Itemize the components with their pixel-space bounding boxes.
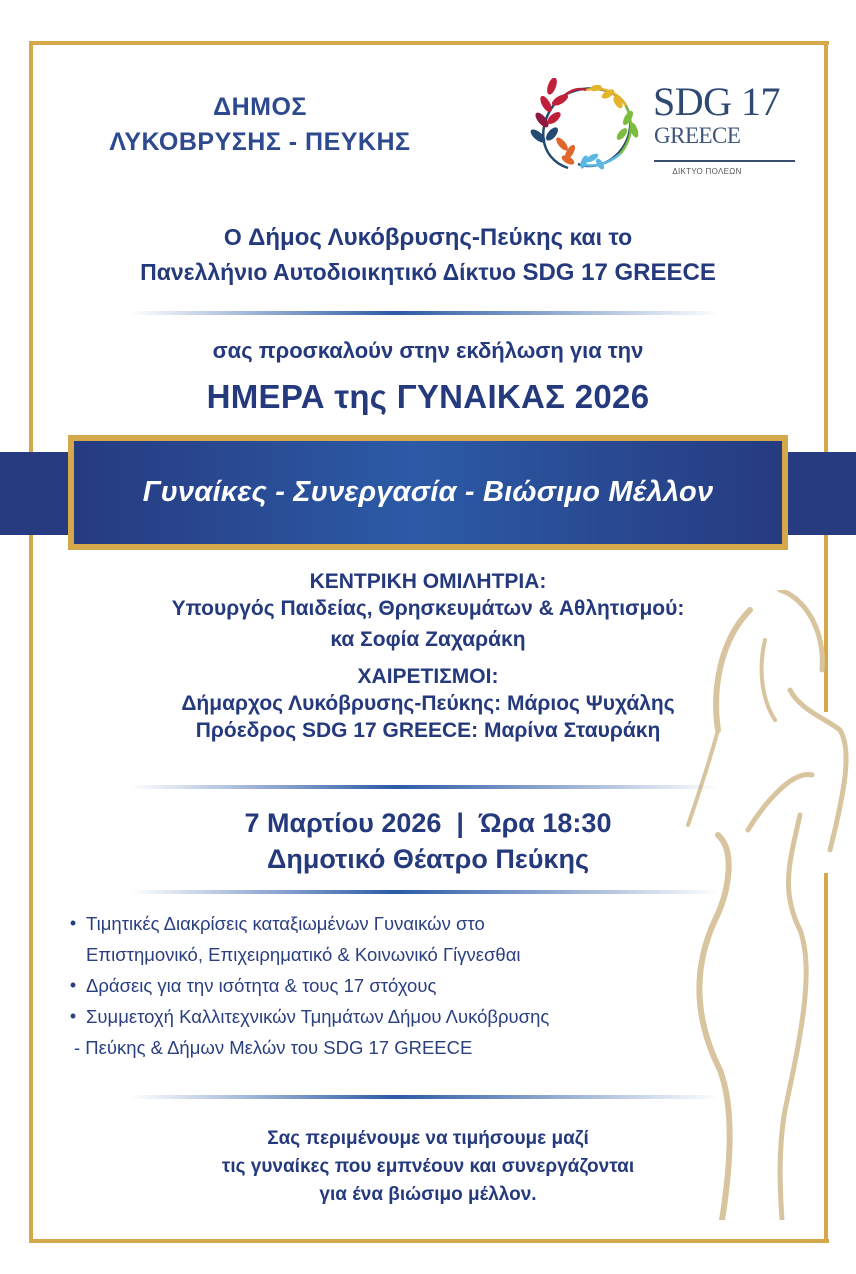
closing-line-3: για ένα βιώσιμο μέλλον. — [319, 1184, 537, 1205]
bullet-icon: • — [69, 975, 77, 995]
event-venue: Δημοτικό Θέατρο Πεύκης — [266, 844, 589, 874]
event-date-time: 7 Μαρτίου 2026 | Ώρα 18:30 — [244, 808, 612, 838]
divider-3 — [130, 890, 720, 894]
frame-bottom-border — [29, 1239, 829, 1243]
program-item-3-line-2: - Πεύκης & Δήμων Μελών του SDG 17 GREECE — [74, 1037, 473, 1058]
logo-title: SDG 17 — [653, 79, 781, 124]
slogan-banner — [68, 435, 788, 550]
program-item-3-line-1: Συμμετοχή Καλλιτεχνικών Τμημάτων Δήμου Λυκόβρυσης — [86, 1006, 550, 1027]
intro-line-1 — [0, 220, 856, 255]
event-title: ΗΜΕΡΑ της ΓΥΝΑΙΚΑΣ 2026 — [206, 378, 650, 415]
intro-text — [0, 220, 856, 290]
municipality-name — [60, 90, 460, 160]
logo-subtitle: GREECE — [654, 123, 741, 148]
speakers-section — [0, 568, 856, 744]
olive-wreath-icon — [528, 78, 643, 178]
closing-line-1: Σας περιμένουμε να τιμήσουμε μαζί — [267, 1128, 589, 1149]
greeting-mayor: Δήμαρχος Λυκόβρυσης-Πεύκης: Μάριος Ψυχάλης — [181, 692, 675, 715]
event-details — [0, 805, 856, 877]
greetings-heading: ΧΑΙΡΕΤΙΣΜΟΙ: — [357, 665, 499, 688]
program-list — [60, 908, 700, 1063]
bullet-icon: • — [69, 913, 77, 933]
intro-line1-strong: Δήμος Λυκόβρυσης-Πεύκης — [248, 224, 564, 251]
slogan-text: Γυναίκες - Συνεργασία - Βιώσιμο Μέλλον — [142, 476, 714, 508]
intro-line1-prefix: Ο — [223, 224, 249, 250]
divider-4 — [130, 1095, 720, 1099]
keynote-heading: ΚΕΝΤΡΙΚΗ ΟΜΙΛΗΤΡΙΑ: — [309, 570, 547, 593]
divider-2 — [130, 785, 720, 789]
program-item-2-line-1: Δράσεις για την ισότητα & τους 17 στόχους — [86, 975, 437, 996]
program-item-1-line-1: Τιμητικές Διακρίσεις καταξιωμένων Γυναικών στο — [86, 913, 485, 934]
closing-message — [0, 1125, 856, 1209]
closing-line-2: τις γυναίκες που εμπνέουν και συνεργάζονται — [221, 1156, 635, 1177]
frame-top-border — [29, 41, 829, 45]
logo-tagline: ΔΙΚΤΥΟ ΠΟΛΕΩΝ — [672, 167, 742, 176]
sdg17-logo — [528, 78, 798, 178]
logo-rule — [654, 160, 795, 162]
program-item — [60, 908, 700, 939]
greeting-president: Πρόεδρος SDG 17 GREECE: Μαρίνα Σταυράκη — [195, 719, 661, 742]
bullet-icon: • — [69, 1006, 77, 1026]
program-item-1-line-2: Επιστημονικό, Επιχειρηματικό & Κοινωνικό Γίγνεσθαι — [86, 944, 521, 965]
divider-1 — [130, 311, 720, 315]
intro-line2-strong: SDG 17 GREECE — [522, 259, 716, 286]
invitation-text: σας προσκαλούν στην εκδήλωση για την — [212, 338, 644, 363]
keynote-role: Υπουργός Παιδείας, Θρησκευμάτων & Αθλητισμού: — [171, 597, 685, 620]
intro-line-2 — [0, 255, 856, 290]
program-item — [60, 1001, 700, 1032]
program-item — [60, 970, 700, 1001]
keynote-name: κα Σοφία Ζαχαράκη — [330, 628, 526, 651]
municipality-line-2: ΛΥΚΟΒΡΥΣΗΣ - ΠΕΥΚΗΣ — [109, 128, 411, 156]
municipality-line-1: ΔΗΜΟΣ — [213, 93, 307, 121]
intro-line2-prefix: Πανελλήνιο Αυτοδιοικητικό Δίκτυο — [140, 259, 523, 285]
intro-line1-suffix: και το — [563, 224, 633, 250]
